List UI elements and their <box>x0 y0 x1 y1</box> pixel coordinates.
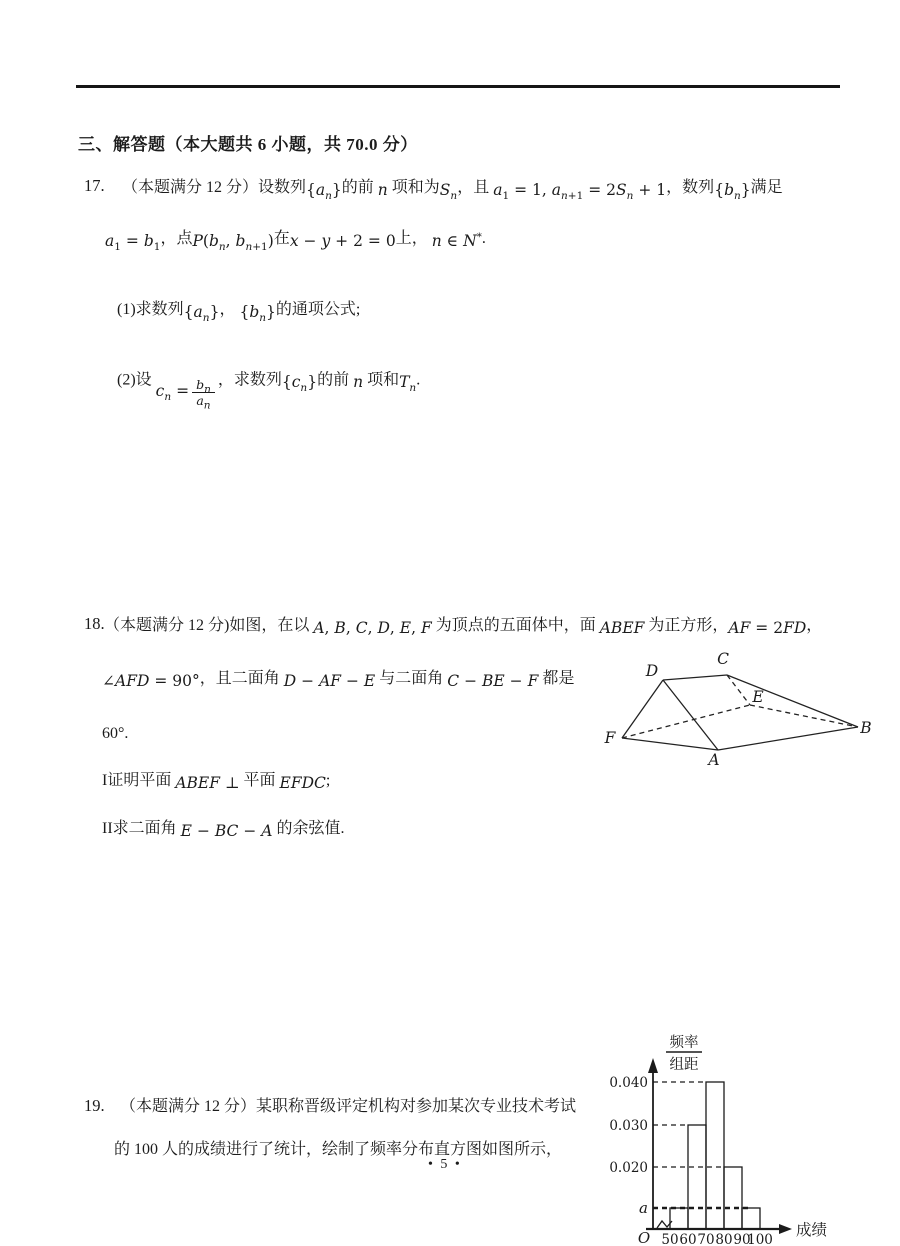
q18-line5: II求二面角 E − BC − A 的余弦值. <box>102 820 345 840</box>
x-tick-label-70: 70 <box>697 1232 715 1246</box>
q18-line4: I证明平面 ABEF ⊥ 平面 EFDC; <box>102 772 331 792</box>
figure-edge-AB <box>718 727 858 750</box>
q19-line1: （本题满分 12 分）某职称晋级评定机构对参加某次专业技术考试 <box>120 1098 577 1115</box>
q18-line2: ∠AFD = 90°，且二面角 D − AF − E 与二面角 C − BE − F 都是 <box>102 670 575 690</box>
vertex-label-B: B <box>860 719 872 737</box>
page-number-footer: • 5 • <box>428 1157 462 1172</box>
x-tick-label-50: 50 <box>661 1232 679 1246</box>
q18-line1: （本题满分 12 分)如图，在以 A, B, C, D, E, F 为顶点的五面体中，面 ABEF 为正方形，AF = 2FD， <box>104 617 823 637</box>
x-tick-label-60: 60 <box>679 1232 697 1246</box>
q17-item2: (2)设 $c_n$ = $\frac{b_n}{a_n}$ ，求数列$\{c_n\}$的前 n 项和$T_n$. <box>117 371 421 412</box>
vertex-label-E: E <box>752 688 764 706</box>
histogram-bar-90-100 <box>742 1208 760 1229</box>
q17-line2: $a_1 = b_1$，点$P(b_n$, $b_{n+1}$)在x − y + 2 = 0上， n ∈ N*. <box>105 230 486 254</box>
x-tick-label-80: 80 <box>715 1232 733 1246</box>
q17-item1: (1)求数列$\{a_n\}$， $\{b_n\}$的通项公式; <box>117 301 361 325</box>
q17-number: 17. <box>84 176 105 195</box>
figure-edge-FA <box>622 738 718 750</box>
vertex-label-D: D <box>645 662 659 680</box>
figure-edge-DF <box>622 680 663 738</box>
q18-number: 18. <box>84 614 105 633</box>
q17-line1: （本题满分 12 分）设数列$\{a_n\}$的前 n 项和为$S_n$，且 $a_1 = 1$, $a_{n+1} = 2S_n + 1$，数列$\{b_n\}$满足 <box>122 179 783 203</box>
vertex-label-F: F <box>604 729 616 747</box>
figure-edge-dashed-EB <box>750 705 858 727</box>
page-top-rule <box>76 85 840 88</box>
y-axis-label-denominator: 组距 <box>669 1057 699 1073</box>
q18-line3: 60°. <box>102 725 129 742</box>
histogram-bar-50-60 <box>670 1208 688 1229</box>
figure-edge-CB <box>727 675 858 727</box>
histogram-bar-60-70 <box>688 1125 706 1229</box>
x-tick-label-90: 90 <box>733 1232 751 1246</box>
q19-number: 19. <box>84 1096 105 1115</box>
y-tick-label-0.040: 0.040 <box>609 1075 648 1091</box>
vertex-label-A: A <box>708 751 720 769</box>
x-tick-label-100: 100 <box>747 1232 773 1246</box>
x-axis-label: 成绩 <box>796 1221 828 1239</box>
figure-edge-DC <box>663 675 727 680</box>
vertex-label-C: C <box>717 650 729 668</box>
histogram-bar-80-90 <box>724 1167 742 1229</box>
x-axis-arrowhead <box>779 1224 792 1234</box>
y-axis-label-numerator: 频率 <box>669 1035 699 1051</box>
y-tick-label-0.020: 0.020 <box>609 1160 648 1176</box>
y-axis-arrowhead <box>648 1058 658 1073</box>
q18-figure-pentahedron <box>595 645 890 775</box>
y-tick-label-0.030: 0.030 <box>609 1118 648 1134</box>
origin-label: O <box>637 1229 651 1246</box>
q19-histogram <box>600 1025 900 1246</box>
section-header: 三、解答题（本大题共 6 小题，共 70.0 分） <box>78 135 418 154</box>
q19-line2: 的 100 人的成绩进行了统计，绘制了频率分布直方图如图所示， <box>114 1141 563 1158</box>
y-tick-label-a: a <box>639 1199 648 1217</box>
